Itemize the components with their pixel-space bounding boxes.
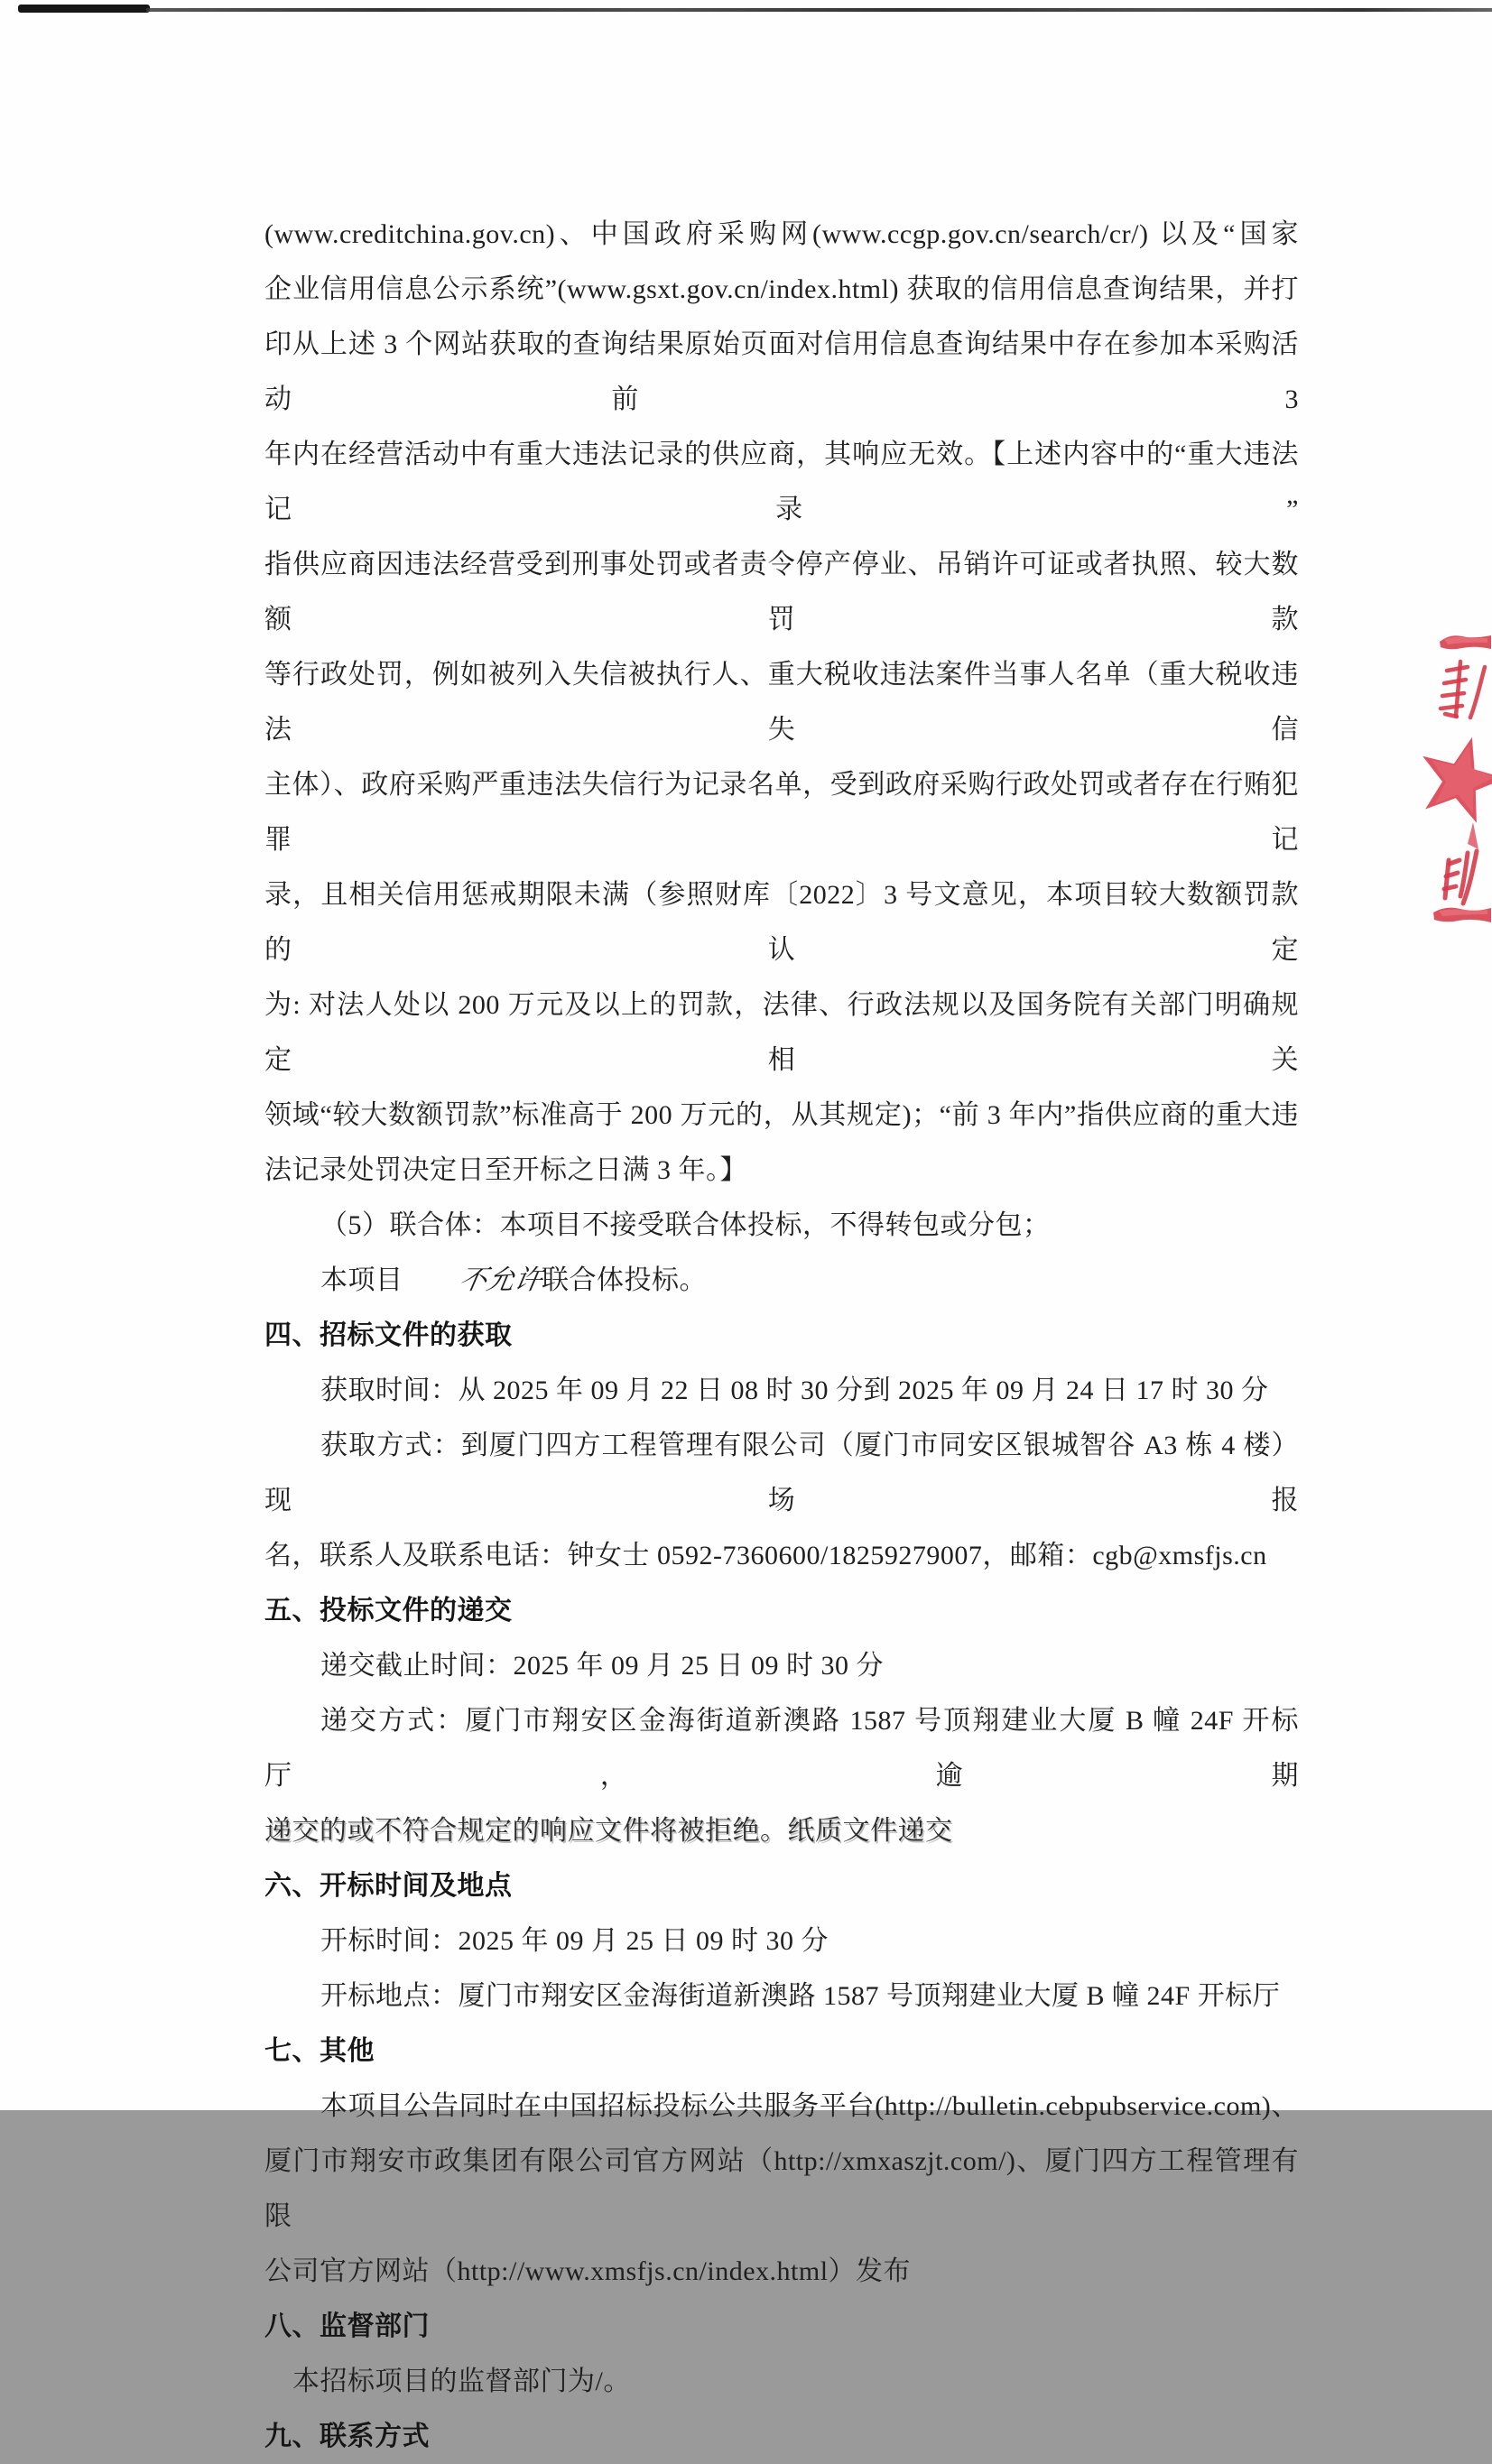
section-heading-supervision: 八、监督部门 <box>264 2311 430 2341</box>
red-seal-stamp-icon <box>1417 627 1492 925</box>
document-content <box>264 207 1299 2464</box>
doc-line: 获取时间：从 2025 年 09 月 22 日 08 时 30 分到 2025 年 09 月 24 日 17 时 30 分 <box>320 1376 1269 1405</box>
doc-line: 等行政处罚，例如被列入失信被执行人、重大税收违法案件当事人名单（重大税收违法失信 <box>264 660 1299 745</box>
doc-line: 录，且相关信用惩戒期限未满（参照财库〔2022〕3 号文意见，本项目较大数额罚款的认定 <box>264 880 1299 965</box>
doc-line: 开标地点：厦门市翔安区金海街道新澳路 1587 号顶翔建业大厦 B 幢 24F 开标厅 <box>320 1981 1281 2011</box>
doc-line: 本项目公告同时在中国招标投标公共服务平台(http://bulletin.cebpubservice.com)、 <box>320 2091 1299 2121</box>
section-heading-contact: 九、联系方式 <box>264 2422 430 2451</box>
section-heading-bid-submission: 五、投标文件的递交 <box>264 1596 513 1626</box>
doc-line: 递交方式：厦门市翔安区金海街道新澳路 1587 号顶翔建业大厦 B 幢 24F 开标厅，逾期 <box>264 1706 1299 1791</box>
doc-line: (www.creditchina.gov.cn)、中国政府采购网(www.ccgp.gov.cn/search/cr/) 以及“国家 <box>264 219 1299 249</box>
doc-line: 为: 对法人处以 200 万元及以上的罚款，法律、行政法规以及国务院有关部门明确规定相关 <box>264 990 1299 1075</box>
doc-line: 企业信用信息公示系统”(www.gsxt.gov.cn/index.html) 获取的信用信息查询结果，并打 <box>264 274 1299 304</box>
scan-artifact-line <box>146 8 1492 12</box>
doc-line-segment: 本项目 <box>320 1265 403 1295</box>
doc-line: 印从上述 3 个网站获取的查询结果原始页面对信用信息查询结果中存在参加本采购活动前 3 <box>264 329 1299 414</box>
doc-line-segment-italic: 不允许 <box>456 1265 544 1295</box>
doc-line: 递交的或不符合规定的响应文件将被拒绝。纸质文件递交 <box>264 1816 953 1846</box>
doc-line: 主体）、政府采购严重违法失信行为记录名单，受到政府采购行政处罚或者存在行贿犯罪记 <box>264 770 1299 855</box>
doc-line: 厦门市翔安市政集团有限公司官方网站（http://xmxaszjt.com/)、厦门四方工程管理有限 <box>264 2146 1299 2231</box>
doc-line: （5）联合体：本项目不接受联合体投标，不得转包或分包； <box>320 1210 1051 1240</box>
doc-line: 公司官方网站（http://www.xmsfjs.cn/index.html）发布 <box>264 2256 912 2286</box>
doc-line: 指供应商因违法经营受到刑事处罚或者责令停产停业、吊销许可证或者执照、较大数额罚款 <box>264 550 1299 635</box>
doc-line: 年内在经营活动中有重大违法记录的供应商，其响应无效。【上述内容中的“重大违法记录” <box>264 440 1299 524</box>
doc-line: 名，联系人及联系电话：钟女士 0592-7360600/18259279007，邮箱：cgb@xmsfjs.cn <box>264 1541 1267 1570</box>
scan-artifact-line <box>18 5 150 13</box>
section-heading-bid-opening: 六、开标时间及地点 <box>264 1871 513 1901</box>
doc-line: 法记录处罚决定日至开标之日满 3 年。】 <box>264 1155 747 1185</box>
section-heading-bid-doc-acquisition: 四、招标文件的获取 <box>264 1320 513 1350</box>
doc-line: 领域“较大数额罚款”标准高于 200 万元的，从其规定)；“前 3 年内”指供应商的重大违 <box>264 1100 1299 1130</box>
doc-line <box>264 1253 1299 1308</box>
doc-line: 递交截止时间：2025 年 09 月 25 日 09 时 30 分 <box>320 1651 884 1681</box>
doc-line: 获取方式：到厦门四方工程管理有限公司（厦门市同安区银城智谷 A3 栋 4 楼）现场报 <box>264 1431 1299 1515</box>
doc-line: 开标时间：2025 年 09 月 25 日 09 时 30 分 <box>320 1926 829 1956</box>
doc-line: 本招标项目的监督部门为/。 <box>292 2367 631 2396</box>
doc-line-segment: 联合体投标。 <box>542 1265 707 1295</box>
section-heading-other: 七、其他 <box>264 2036 375 2066</box>
